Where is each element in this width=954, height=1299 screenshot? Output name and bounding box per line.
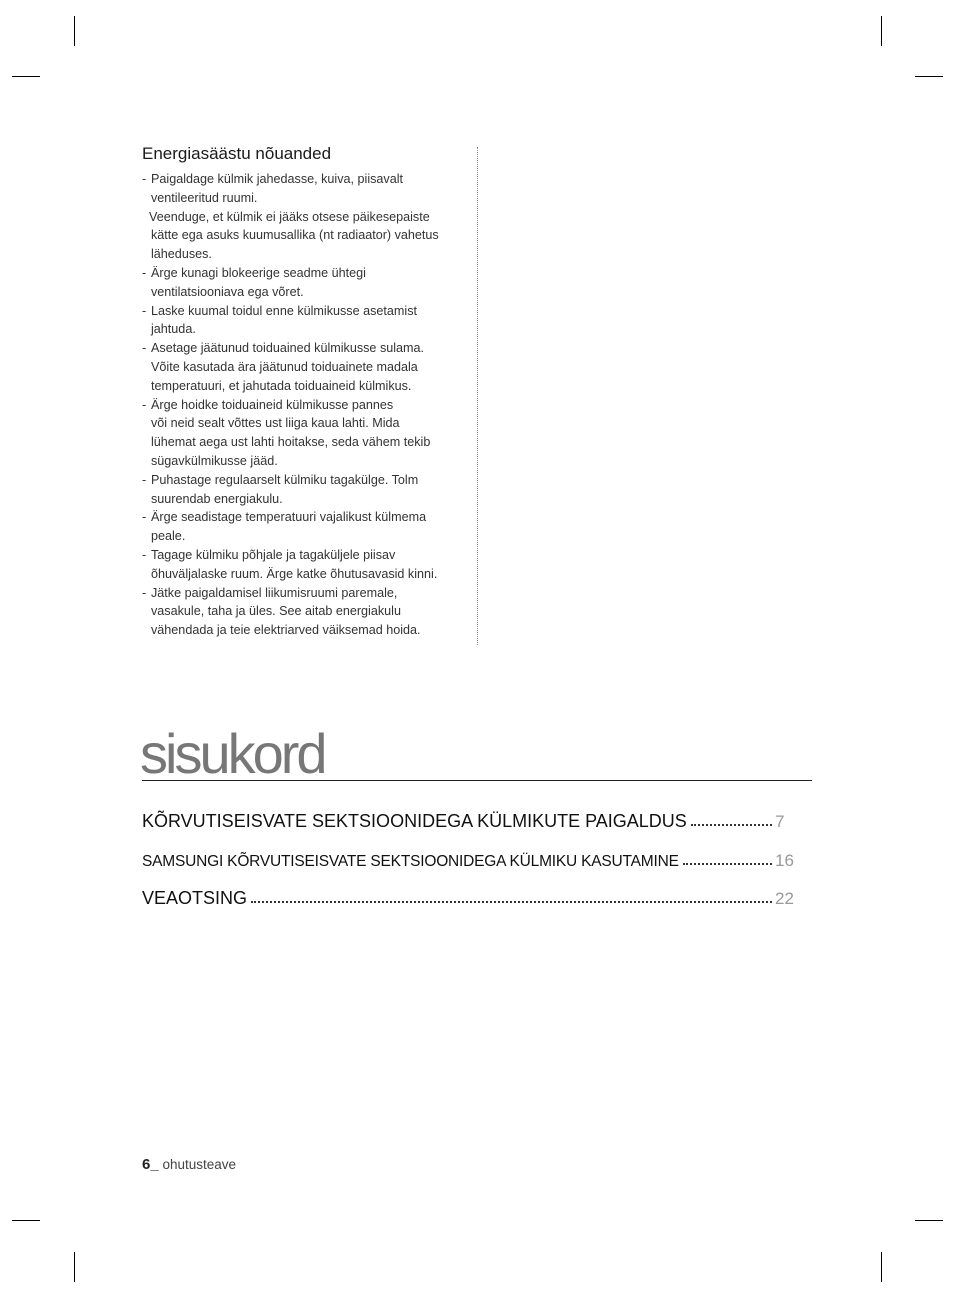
crop-mark bbox=[12, 76, 40, 77]
tip-line: Laske kuumal toidul enne külmikusse asetamist bbox=[151, 303, 417, 318]
tip-line: Ärge hoidke toiduaineid külmikusse pannes bbox=[151, 397, 394, 412]
column-divider bbox=[477, 147, 478, 645]
tip-line: või neid sealt võttes ust liiga kaua lahti. Mida bbox=[151, 416, 400, 431]
tip-item: - Laske kuumal toidul enne külmikusse asetamist jahtuda. bbox=[142, 302, 472, 340]
page-footer bbox=[142, 1156, 236, 1173]
tip-line: sügavkülmikusse jääd. bbox=[151, 453, 278, 468]
crop-mark bbox=[881, 16, 882, 46]
tip-line: lühemat aega ust lahti hoitakse, seda vähem tekib bbox=[151, 435, 431, 450]
tip-line: jahtuda. bbox=[151, 322, 196, 337]
crop-mark bbox=[74, 16, 75, 46]
tip-line: vasakule, taha ja üles. See aitab energiakulu bbox=[151, 604, 401, 619]
tip-item: - Jätke paigaldamisel liikumisruumi paremale, vasakule, taha ja üles. See aitab energiakulu vähendada ja teie elektriarved väiksemad hoida. bbox=[142, 584, 472, 640]
tip-item: - Tagage külmiku põhjale ja tagaküljele piisav õhuväljalaske ruum. Ärge katke õhutusavasid kinni. bbox=[142, 546, 472, 584]
toc-entry-title[interactable]: KÕRVUTISEISVATE SEKTSIOONIDEGA KÜLMIKUTE PAIGALDUS bbox=[142, 811, 687, 831]
tip-item: - Asetage jäätunud toiduained külmikusse sulama. Võite kasutada ära jäätunud toiduainete madala temperatuuri, et jahutada toiduaineid külmikus. bbox=[142, 339, 472, 395]
tip-line: Võite kasutada ära jäätunud toiduainete madala bbox=[151, 359, 418, 374]
toc-leader-dots bbox=[691, 824, 772, 826]
toc-entry-title[interactable]: SAMSUNGI KÕRVUTISEISVATE SEKTSIOONIDEGA KÜLMIKU KASUTAMINE bbox=[142, 853, 679, 870]
toc-entry[interactable] bbox=[142, 811, 797, 832]
tip-line: suurendab energiakulu. bbox=[151, 491, 283, 506]
tip-line: Tagage külmiku põhjale ja tagaküljele piisav bbox=[151, 547, 396, 562]
toc-heading: sisukord bbox=[140, 722, 325, 785]
toc-leader-dots bbox=[683, 863, 772, 865]
crop-mark bbox=[915, 76, 943, 77]
tip-line: läheduses. bbox=[151, 247, 212, 262]
page-number: 6_ bbox=[142, 1156, 159, 1173]
tips-list bbox=[142, 170, 472, 640]
tip-line: peale. bbox=[151, 529, 186, 544]
tip-line: ventileeritud ruumi. bbox=[151, 190, 258, 205]
tip-line: õhuväljalaske ruum. Ärge katke õhutusavasid kinni. bbox=[151, 566, 438, 581]
tip-line: ventilatsiooniava ega võret. bbox=[151, 284, 304, 299]
tip-line: kätte ega asuks kuumusallika (nt radiaator) vahetus bbox=[151, 228, 439, 243]
toc-rule bbox=[142, 780, 812, 781]
tip-line: Ärge kunagi blokeerige seadme ühtegi bbox=[151, 265, 366, 280]
tip-line: Ärge seadistage temperatuuri vajalikust külmema bbox=[151, 510, 427, 525]
section-title: Energiasäästu nõuanded bbox=[142, 144, 332, 163]
toc-entry[interactable] bbox=[142, 851, 797, 871]
tip-item: - Paigaldage külmik jahedasse, kuiva, piisavalt ventileeritud ruumi. Veenduge, et külmik ei jääks otsese päikesepaiste kätte ega asuks kuumusallika (nt radiaator) vahetus läheduses. bbox=[142, 170, 472, 264]
toc-entry-title[interactable]: VEAOTSING bbox=[142, 888, 248, 908]
toc-entry-page: 22 bbox=[775, 889, 794, 908]
tip-line: Veenduge, et külmik ei jääks otsese päikesepaiste bbox=[149, 209, 430, 224]
toc-entry[interactable] bbox=[142, 888, 797, 909]
tip-item: - Ärge kunagi blokeerige seadme ühtegi ventilatsiooniava ega võret. bbox=[142, 264, 472, 302]
tip-item: - Puhastage regulaarselt külmiku tagakülge. Tolm suurendab energiakulu. bbox=[142, 471, 472, 509]
tip-line: Jätke paigaldamisel liikumisruumi paremale, bbox=[151, 585, 398, 600]
toc-entry-page: 16 bbox=[775, 851, 794, 870]
tip-line: Puhastage regulaarselt külmiku tagakülge. Tolm bbox=[151, 472, 419, 487]
toc-entry-page: 7 bbox=[775, 812, 785, 831]
tip-item: - Ärge hoidke toiduaineid külmikusse pannes või neid sealt võttes ust liiga kaua lahti. Mida lühemat aega ust lahti hoitakse, seda vähem tekib sügavkülmikusse jääd. bbox=[142, 396, 472, 471]
crop-mark bbox=[74, 1252, 75, 1282]
crop-mark bbox=[915, 1220, 943, 1221]
crop-mark bbox=[881, 1252, 882, 1282]
tip-line: Asetage jäätunud toiduained külmikusse sulama. bbox=[151, 341, 425, 356]
crop-mark bbox=[12, 1220, 40, 1221]
tip-line: vähendada ja teie elektriarved väiksemad hoida. bbox=[151, 623, 421, 638]
toc-leader-dots bbox=[251, 901, 772, 903]
tip-item: - Ärge seadistage temperatuuri vajalikust külmema peale. bbox=[142, 508, 472, 546]
tip-line: Paigaldage külmik jahedasse, kuiva, piisavalt bbox=[151, 172, 404, 186]
tip-line: temperatuuri, et jahutada toiduaineid külmikus. bbox=[151, 378, 412, 393]
footer-section: ohutusteave bbox=[162, 1157, 237, 1172]
